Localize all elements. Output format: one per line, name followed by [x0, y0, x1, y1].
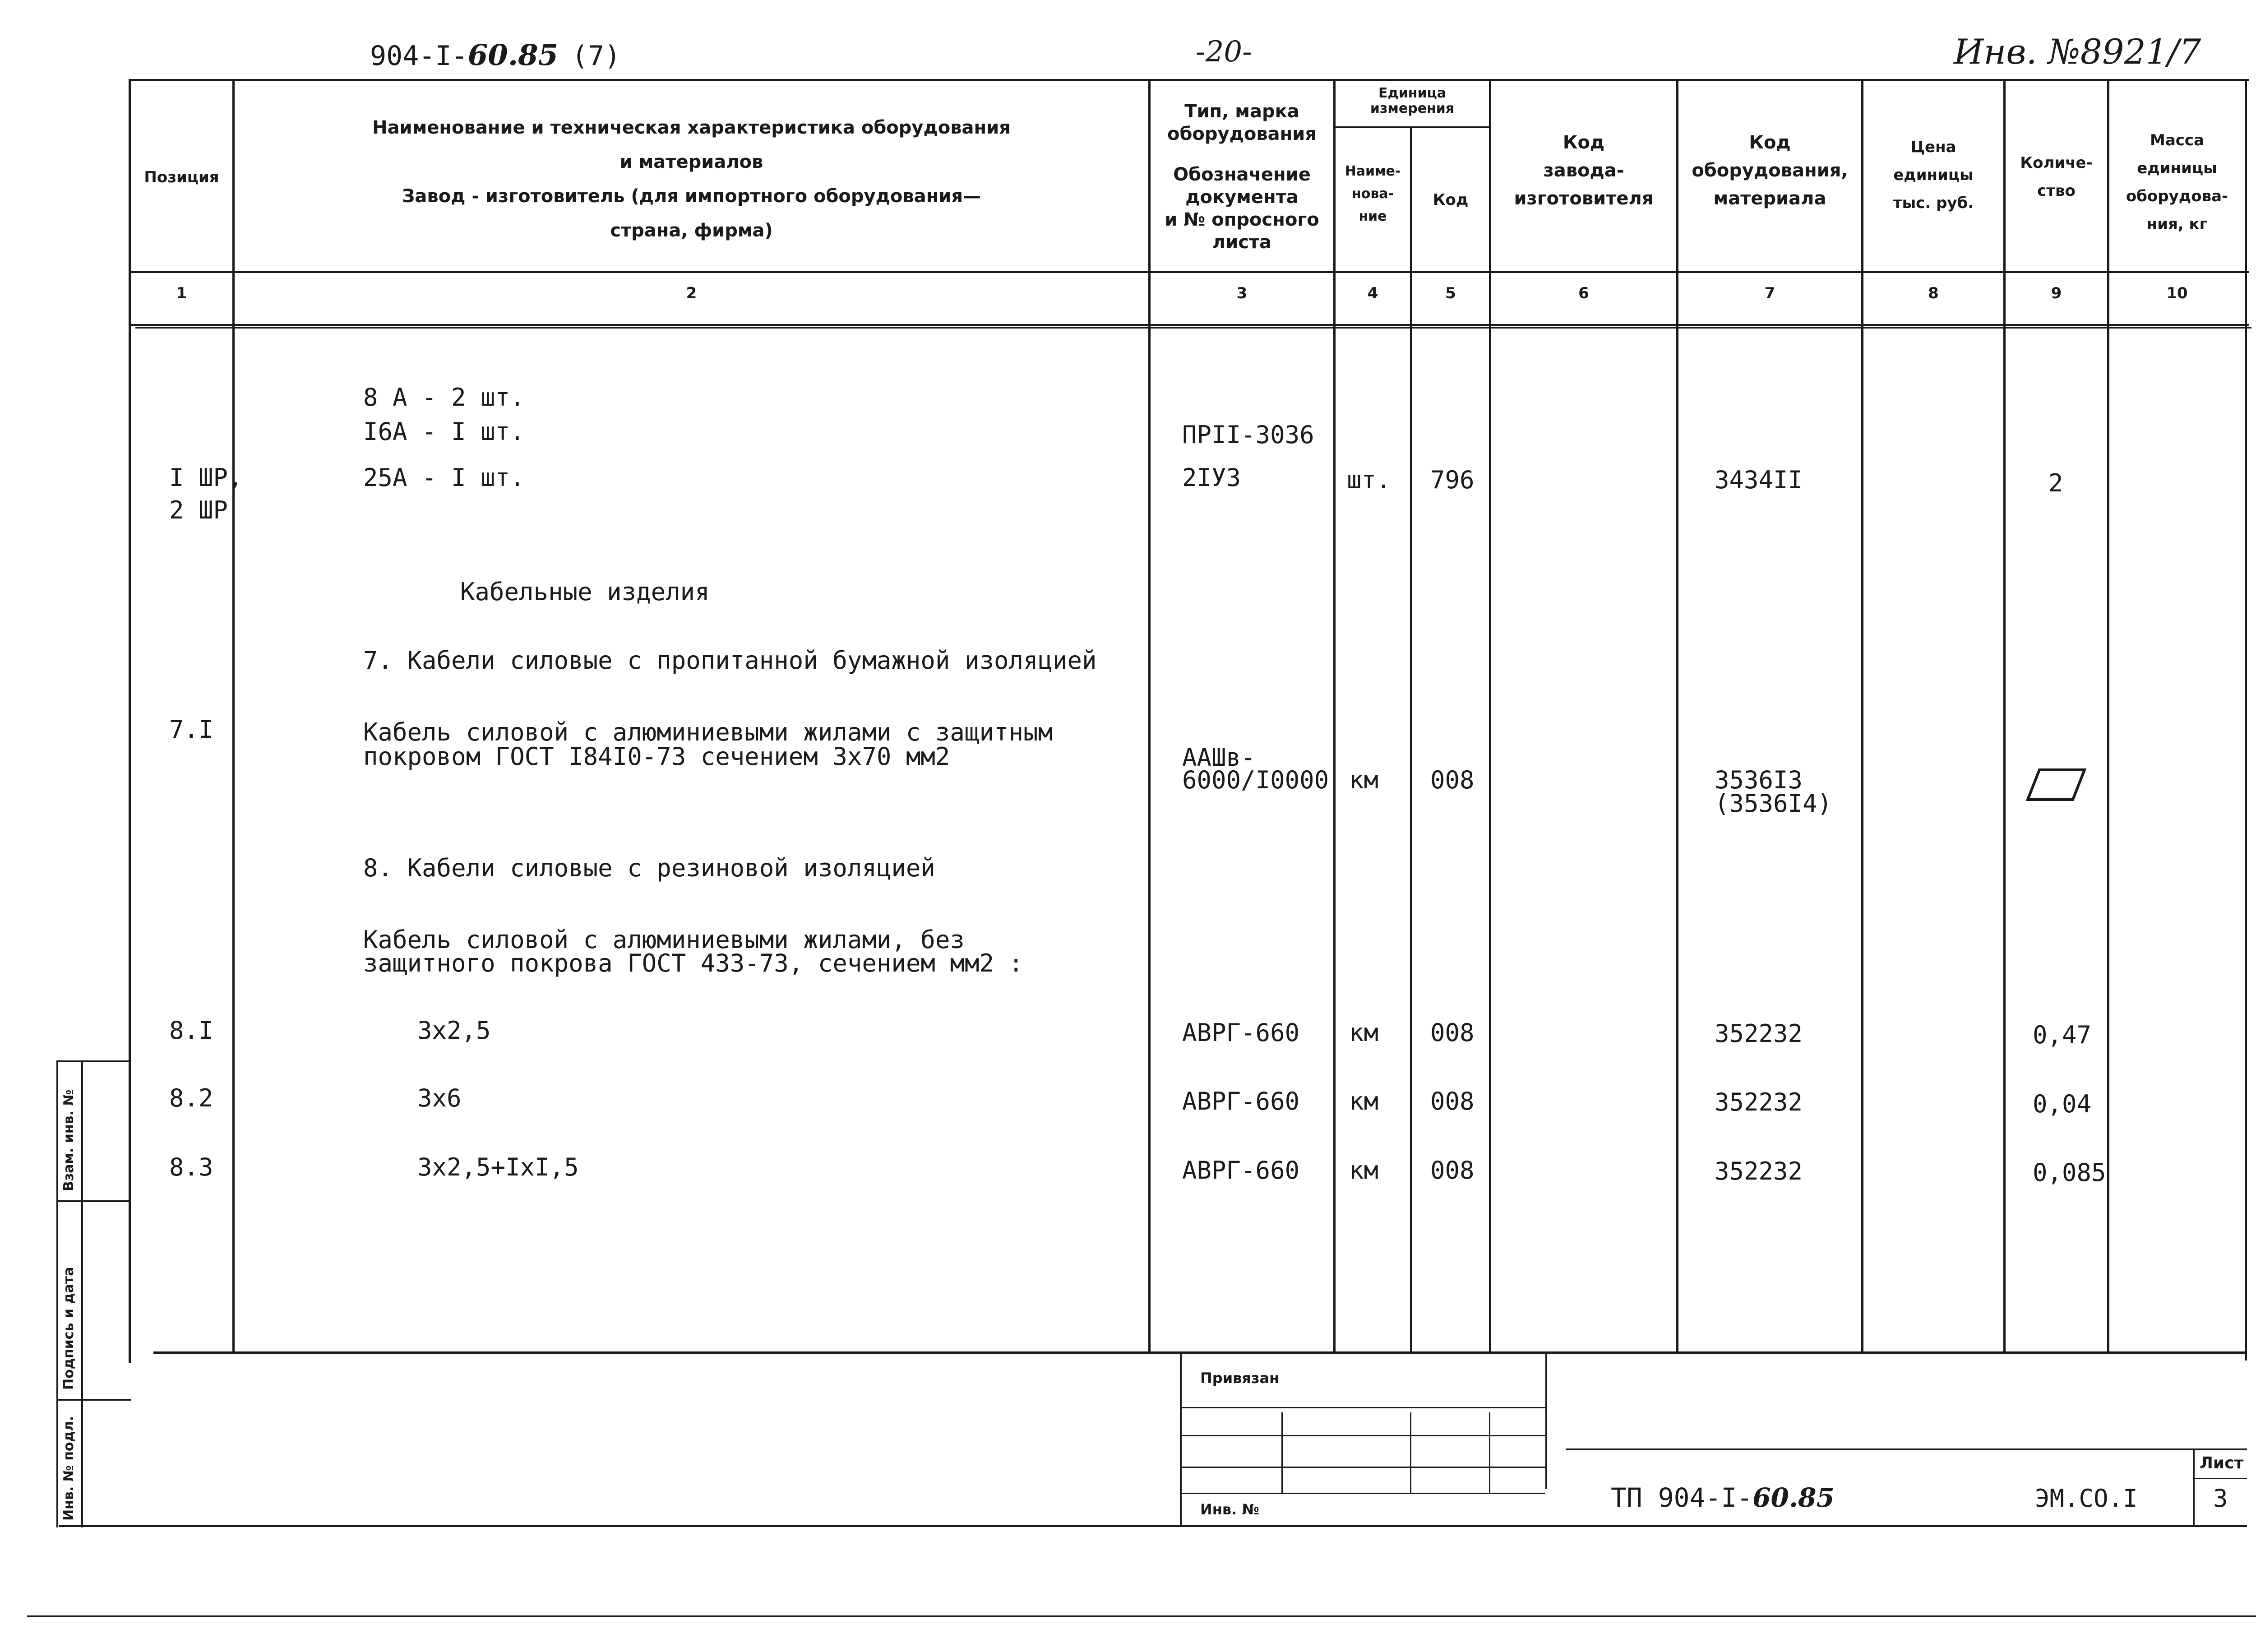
header-unit-name-line: ние — [1359, 208, 1387, 224]
side-label-replacement: Взам. инв. № — [61, 1089, 77, 1191]
material-code-cell: 352232 — [1715, 1157, 1803, 1185]
header-material-code — [1678, 129, 1861, 213]
header-name-line: Завод - изготовитель (для импортного оборудования— — [402, 186, 981, 207]
quantity-cell: 2 — [2048, 469, 2063, 497]
unit-cell: км — [1349, 1156, 1379, 1185]
position-cell: 8.I — [169, 1016, 213, 1045]
header-quantity-line: ство — [2037, 182, 2076, 200]
type-cell: ААШв- — [1182, 743, 1256, 772]
stamp-document-code: ЭМ.СО.I — [2035, 1484, 2138, 1513]
column-number: 3 — [1236, 284, 1248, 302]
header-unit-line: измерения — [1370, 101, 1455, 116]
header-factory-code — [1491, 129, 1676, 213]
header-name-line: Наименование и техническая характеристика оборудования — [372, 117, 1011, 138]
header-factory-code-line: изготовителя — [1514, 188, 1654, 209]
unit-code-cell: 008 — [1430, 1018, 1475, 1047]
quantity-cell: 0,085 — [2033, 1158, 2106, 1187]
unit-cell: км — [1349, 1087, 1379, 1115]
stamp-inv-label: Инв. № — [1200, 1501, 1259, 1518]
position-cell: 8.3 — [169, 1153, 213, 1181]
header-mass-line: ния, кг — [2146, 215, 2208, 233]
header-unit-group — [1336, 86, 1489, 116]
inventory-number: Инв. №8921/7 — [1954, 32, 2201, 72]
type-cell: АВРГ-660 — [1182, 1018, 1300, 1047]
description-cell: защитного покрова ГОСТ 433-73, сечением мм2 : — [363, 949, 1023, 977]
column-number: 2 — [686, 284, 697, 302]
header-material-code-line: материала — [1713, 188, 1826, 209]
side-label-inventory: Инв. № подл. — [61, 1416, 77, 1521]
type-cell: ПРII-3036 — [1182, 421, 1314, 449]
header-name-line: и материалов — [619, 152, 763, 172]
header-factory-code-line: завода- — [1543, 160, 1624, 181]
column-number: 1 — [176, 284, 187, 302]
fuse-line: I6А - I шт. — [363, 417, 525, 446]
column-number: 8 — [1928, 284, 1939, 302]
header-price-line: тыс. руб. — [1893, 194, 1974, 212]
document-code-prefix: 904-I- — [370, 40, 468, 72]
quantity-cell: 0,47 — [2033, 1021, 2092, 1049]
header-type-line: оборудования — [1167, 124, 1317, 144]
description-cell: 3х6 — [417, 1084, 462, 1112]
header-unit-code: Код — [1433, 191, 1469, 209]
unit-code-cell: 796 — [1430, 466, 1475, 494]
stamp-sheet-label: Лист — [2200, 1454, 2244, 1472]
header-mass-line: оборудова- — [2126, 187, 2228, 205]
header-quantity — [2006, 149, 2107, 205]
description-cell: 3х2,5+IхI,5 — [417, 1153, 579, 1181]
stamp-privyazan-label: Привязан — [1200, 1370, 1280, 1387]
header-quantity-line: Количе- — [2020, 154, 2093, 172]
unit-code-cell: 008 — [1430, 1087, 1475, 1115]
stamp-tp-prefix: ТП 904-I- — [1611, 1482, 1753, 1513]
header-price-line: единицы — [1893, 166, 1974, 184]
material-code-cell: 352232 — [1715, 1088, 1803, 1116]
header-price — [1863, 133, 2003, 217]
type-cell: 2IУ3 — [1182, 463, 1241, 492]
fuse-line: 25А - I шт. — [363, 463, 525, 492]
position-cell: 2 ШР — [169, 496, 228, 524]
header-type-line: документа — [1185, 187, 1299, 208]
header-material-code-line: оборудования, — [1692, 160, 1848, 181]
header-material-code-line: Код — [1749, 132, 1791, 153]
header-type-line: листа — [1212, 232, 1272, 253]
material-code-cell: (3536I4) — [1715, 789, 1832, 818]
stamp-tp-code — [1611, 1482, 1835, 1513]
header-factory-code-line: Код — [1563, 132, 1605, 153]
description-cell: покровом ГОСТ I84I0-73 сечением 3х70 мм2 — [363, 742, 950, 771]
section-title: Кабельные изделия — [460, 578, 710, 606]
header-type-line: и № опросного — [1165, 209, 1319, 230]
description-cell: 3х2,5 — [417, 1016, 491, 1045]
header-position: Позиция — [144, 168, 219, 186]
group-title: 8. Кабели силовые с резиновой изоляцией — [363, 854, 935, 882]
material-code-cell: 352232 — [1715, 1019, 1803, 1048]
header-type-line: Тип, марка — [1184, 101, 1299, 122]
unit-code-cell: 008 — [1430, 766, 1475, 794]
page-number: -20- — [1196, 35, 1252, 69]
column-number: 5 — [1445, 284, 1456, 302]
type-cell: 6000/I0000 — [1182, 766, 1329, 794]
header-name — [235, 111, 1148, 248]
stamp-sheet-number: 3 — [2213, 1484, 2228, 1513]
header-mass-line: единицы — [2137, 159, 2217, 177]
material-code-cell: 34З4II — [1715, 466, 1803, 494]
type-cell: АВРГ-660 — [1182, 1087, 1300, 1115]
unit-cell: км — [1349, 766, 1379, 794]
header-unit-name — [1336, 160, 1410, 228]
parallelogram-mark-icon — [2026, 767, 2089, 805]
document-code — [370, 38, 621, 72]
type-cell: АВРГ-660 — [1182, 1156, 1300, 1185]
column-number: 10 — [2166, 284, 2188, 302]
unit-cell: шт. — [1347, 466, 1391, 494]
quantity-cell: 0,04 — [2033, 1090, 2092, 1118]
material-code-cell: 3536I3 — [1715, 766, 1803, 794]
header-unit-name-line: Наиме- — [1345, 163, 1401, 179]
header-price-line: Цена — [1910, 138, 1956, 156]
column-number: 6 — [1578, 284, 1589, 302]
header-type-line: Обозначение — [1173, 164, 1311, 185]
document-sheet: (7) — [572, 40, 621, 72]
column-number: 9 — [2051, 284, 2062, 302]
unit-cell: км — [1349, 1018, 1379, 1047]
header-mass-line: Масса — [2150, 131, 2205, 149]
fuse-line: 8 А - 2 шт. — [363, 383, 525, 412]
column-number: 7 — [1764, 284, 1775, 302]
document-code-handwritten: 60.85 — [467, 38, 559, 72]
position-cell: 7.I — [169, 715, 213, 744]
side-label-signature: Подпись и дата — [61, 1267, 77, 1390]
header-name-line: страна, фирма) — [610, 220, 773, 241]
header-unit-line: Единица — [1378, 85, 1446, 101]
stamp-tp-handwritten: 60.85 — [1752, 1482, 1835, 1513]
header-type — [1151, 100, 1333, 254]
position-cell: 8.2 — [169, 1084, 213, 1112]
column-number: 4 — [1367, 284, 1378, 302]
position-cell: I ШР, — [169, 463, 243, 492]
group-title: 7. Кабели силовые с пропитанной бумажной изоляцией — [363, 646, 1097, 675]
description-cell: Кабель силовой с алюминиевыми жилами, без — [363, 925, 965, 954]
header-unit-name-line: нова- — [1351, 186, 1394, 202]
header-mass — [2109, 126, 2245, 238]
description-cell: Кабель силовой с алюминиевыми жилами с защитным — [363, 718, 1053, 746]
unit-code-cell: 008 — [1430, 1156, 1475, 1185]
